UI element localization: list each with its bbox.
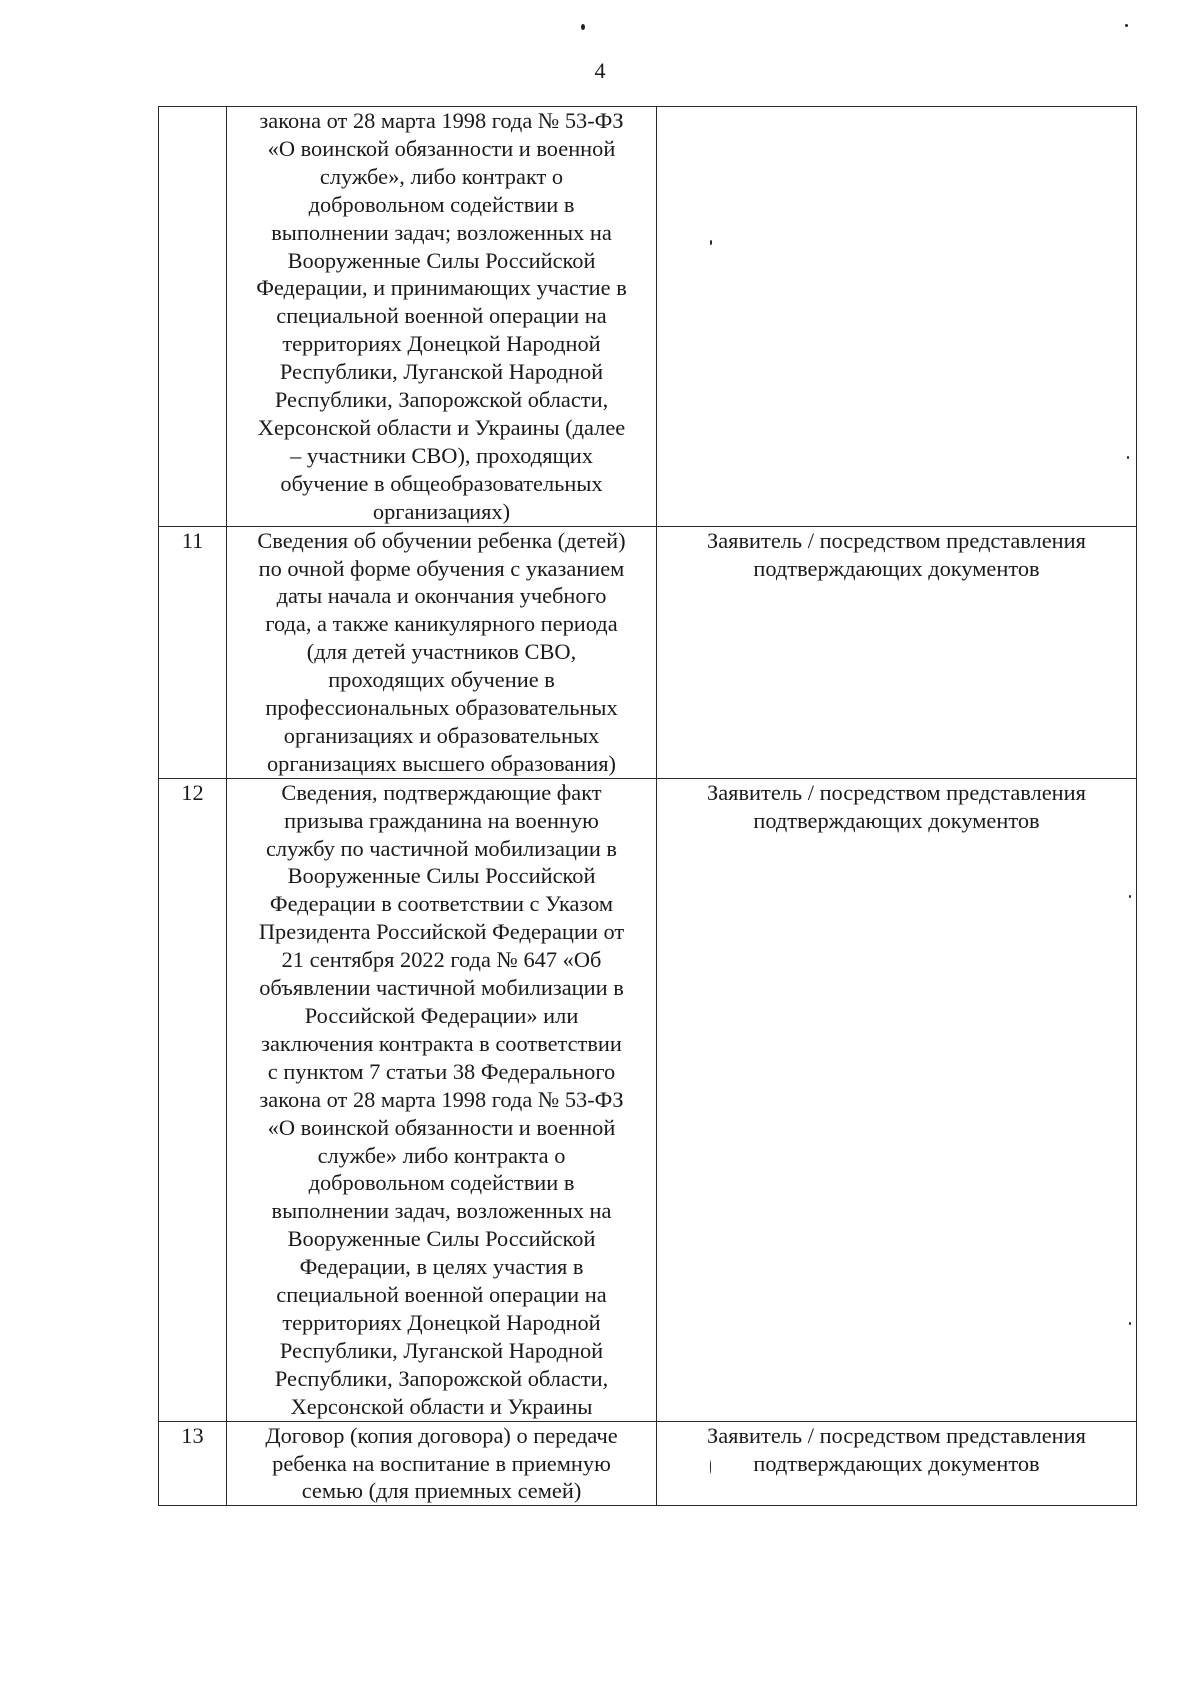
document-name-line: Федерации, и принимающих участие в (256, 275, 627, 301)
source-line: подтверждающих документов (753, 807, 1040, 833)
document-name-line: Херсонской области и Украины (290, 1393, 593, 1419)
document-name-line: добровольном содействии в (308, 191, 575, 217)
document-name-line: выполнении задач; возложенных на (271, 219, 612, 245)
document-name-cell (227, 526, 657, 778)
document-name-line: организациях высшего образования) (266, 750, 617, 776)
source-line: Заявитель / посредством представления (707, 1422, 1086, 1448)
row-number: 11 (159, 526, 227, 778)
document-name-line: Республики, Луганской Народной (279, 1337, 604, 1363)
document-name-line: с пунктом 7 статьи 38 Федерального (267, 1058, 616, 1084)
table-row (159, 1421, 1137, 1506)
document-name-line: Вооруженные Силы Российской (287, 247, 596, 273)
document-name-line: службу по частичной мобилизации в (265, 835, 617, 861)
document-name-line: службе», либо контракт о (319, 163, 564, 189)
document-name-line: ребенка на воспитание в приемную (272, 1450, 611, 1476)
document-name-line: проходящих обучение в (328, 667, 555, 693)
source-line: подтверждающих документов (753, 555, 1040, 581)
row-number (159, 107, 227, 527)
document-name-line: Сведения об обучении ребенка (детей) (257, 527, 626, 553)
document-name-line: Республики, Запорожской области, (274, 1365, 609, 1391)
row-number: 13 (159, 1421, 227, 1506)
document-name-line: выполнении задач, возложенных на (271, 1198, 612, 1224)
scan-speck (1125, 24, 1128, 27)
document-name-line: территориях Донецкой Народной (282, 331, 601, 357)
document-name-line: специальной военной операции на (276, 1282, 607, 1308)
document-name-line: – участники СВО), проходящих (290, 442, 593, 468)
document-name-line: по очной форме обучения с указанием (258, 555, 625, 581)
document-name-line: «О воинской обязанности и военной (267, 1114, 616, 1140)
document-name-line: призыва гражданина на военную (284, 807, 599, 833)
document-name-line: Федерации в соответствии с Указом (269, 891, 614, 917)
document-name-cell (227, 1421, 657, 1506)
document-name-line: (для детей участников СВО, (306, 639, 577, 665)
document-name-line: Сведения, подтверждающие факт (281, 779, 602, 805)
row-number: 12 (159, 778, 227, 1421)
source-cell (657, 526, 1137, 778)
document-name-line: добровольном содействии в (308, 1170, 575, 1196)
source-cell (657, 778, 1137, 1421)
document-name-line: заключения контракта в соответствии (261, 1030, 622, 1056)
document-name-line: Херсонской области и Украины (далее (257, 414, 626, 440)
source-cell (657, 107, 1137, 527)
document-name-line: территориях Донецкой Народной (282, 1309, 601, 1335)
document-name-line: Президента Российской Федерации от (258, 919, 625, 945)
source-line: Заявитель / посредством представления (707, 779, 1086, 805)
document-name-line: 21 сентября 2022 года № 647 «Об (281, 947, 602, 973)
document-name-line: организациях) (372, 498, 511, 524)
table-row (159, 107, 1137, 527)
document-name-line: «О воинской обязанности и военной (267, 135, 616, 161)
document-name-line: Республики, Запорожской области, (274, 387, 609, 413)
document-name-line: объявлении частичной мобилизации в (259, 975, 624, 1001)
document-name-line: Договор (копия договора) о передаче (265, 1422, 618, 1448)
document-name-line: закона от 28 марта 1998 года № 53-ФЗ (259, 108, 624, 133)
document-name-line: года, а также каникулярного периода (265, 611, 618, 637)
scan-speck (581, 24, 585, 30)
document-name-line: организациях и образовательных (283, 722, 600, 748)
table-row (159, 526, 1137, 778)
document-name-line: Вооруженные Силы Российской (287, 863, 596, 889)
document-name-line: специальной военной операции на (276, 303, 607, 329)
document-name-line: Российской Федерации» или (304, 1003, 579, 1028)
document-name-line: закона от 28 марта 1998 года № 53-ФЗ (259, 1086, 624, 1112)
document-name-line: даты начала и окончания учебного (276, 583, 607, 609)
source-line: подтверждающих документов (753, 1450, 1040, 1476)
documents-table (158, 106, 1137, 1506)
document-name-line: Федерации, в целях участия в (299, 1254, 584, 1280)
document-name-cell (227, 107, 657, 527)
table-row (159, 778, 1137, 1421)
document-name-cell (227, 778, 657, 1421)
document-name-line: семью (для приемных семей) (301, 1478, 582, 1504)
document-name-line: службе» либо контракта о (317, 1142, 566, 1168)
document-name-line: профессиональных образовательных (265, 695, 618, 721)
source-line: Заявитель / посредством представления (707, 527, 1086, 553)
page-number: 4 (594, 58, 606, 83)
document-name-line: Вооруженные Силы Российской (287, 1226, 596, 1252)
document-name-line: обучение в общеобразовательных (280, 470, 603, 496)
document-name-line: Республики, Луганской Народной (279, 359, 604, 385)
source-cell (657, 1421, 1137, 1506)
